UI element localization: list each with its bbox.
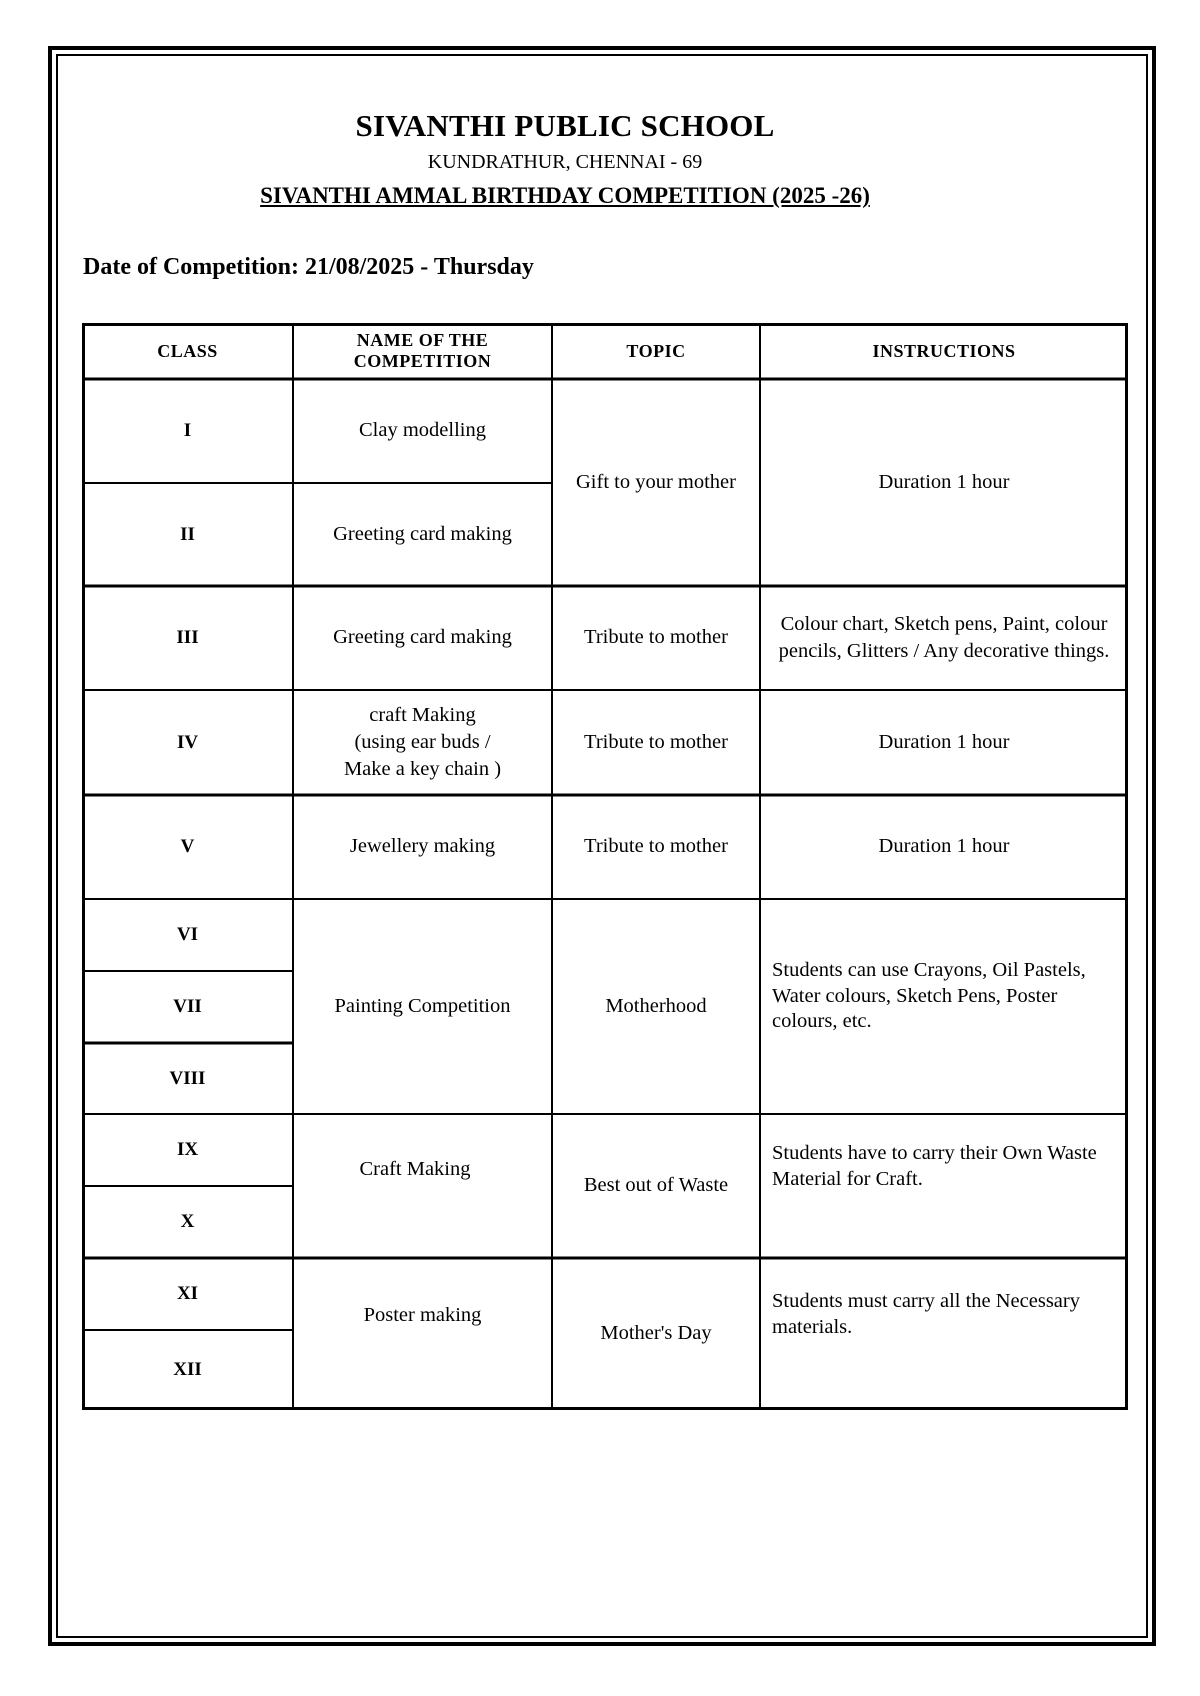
- school-address: KUNDRATHUR, CHENNAI - 69: [427, 151, 703, 173]
- competition-title: SIVANTHI AMMAL BIRTHDAY COMPETITION (2025 -26): [260, 183, 870, 208]
- instruction-cell: Duration 1 hour: [878, 730, 1010, 753]
- topic-cell: Best out of Waste: [583, 1174, 729, 1197]
- competition-cell: craft Making (using ear buds / Make a key chain ): [343, 703, 502, 781]
- instruction-cell: Duration 1 hour: [878, 835, 1010, 858]
- competition-cell: Craft Making: [359, 1158, 471, 1181]
- topic-cell: Tribute to mother: [584, 835, 728, 858]
- class-cell: IV: [176, 731, 199, 753]
- competition-cell: Greeting card making: [333, 626, 512, 649]
- competition-cell: Painting Competition: [334, 994, 511, 1017]
- instruction-cell: Duration 1 hour: [878, 470, 1010, 493]
- topic-cell: Motherhood: [605, 994, 707, 1017]
- class-cell: VI: [176, 924, 199, 946]
- topic-cell: Gift to your mother: [576, 470, 736, 493]
- instruction-cell: Colour chart, Sketch pens, Paint, colour pencils, Glitters / Any decorative things.: [778, 612, 1110, 662]
- class-cell: III: [176, 627, 199, 649]
- instruction-cell: Students have to carry their Own Waste Material for Craft.: [772, 1142, 1097, 1190]
- class-cell: V: [180, 836, 195, 858]
- column-header-class: CLASS: [157, 340, 218, 361]
- column-header-topic: TOPIC: [626, 340, 686, 361]
- topic-cell: Mother's Day: [600, 1322, 712, 1345]
- competition-table: [82, 323, 1128, 1410]
- column-header-competition: NAME OF THE COMPETITION: [353, 330, 492, 371]
- class-cell: II: [180, 523, 195, 545]
- instruction-cell: Students can use Crayons, Oil Pastels, Water colours, Sketch Pens, Poster colours, etc.: [772, 959, 1086, 1033]
- class-cell: XI: [176, 1283, 199, 1305]
- class-cell: VIII: [169, 1067, 206, 1089]
- column-header-instructions: INSTRUCTIONS: [872, 340, 1016, 361]
- class-cell: I: [183, 420, 192, 442]
- class-cell: VII: [173, 996, 202, 1018]
- topic-cell: Tribute to mother: [584, 730, 728, 753]
- competition-cell: Greeting card making: [333, 522, 512, 545]
- class-cell: X: [180, 1211, 195, 1233]
- school-name: SIVANTHI PUBLIC SCHOOL: [355, 108, 775, 143]
- competition-cell: Clay modelling: [359, 419, 486, 442]
- competition-cell: Poster making: [363, 1304, 482, 1327]
- topic-cell: Tribute to mother: [584, 626, 728, 649]
- instruction-cell: Students must carry all the Necessary materials.: [772, 1290, 1080, 1338]
- class-cell: XII: [173, 1359, 202, 1381]
- competition-date: Date of Competition: 21/08/2025 - Thursday: [83, 254, 534, 280]
- class-cell: IX: [176, 1139, 199, 1161]
- competition-cell: Jewellery making: [349, 835, 496, 858]
